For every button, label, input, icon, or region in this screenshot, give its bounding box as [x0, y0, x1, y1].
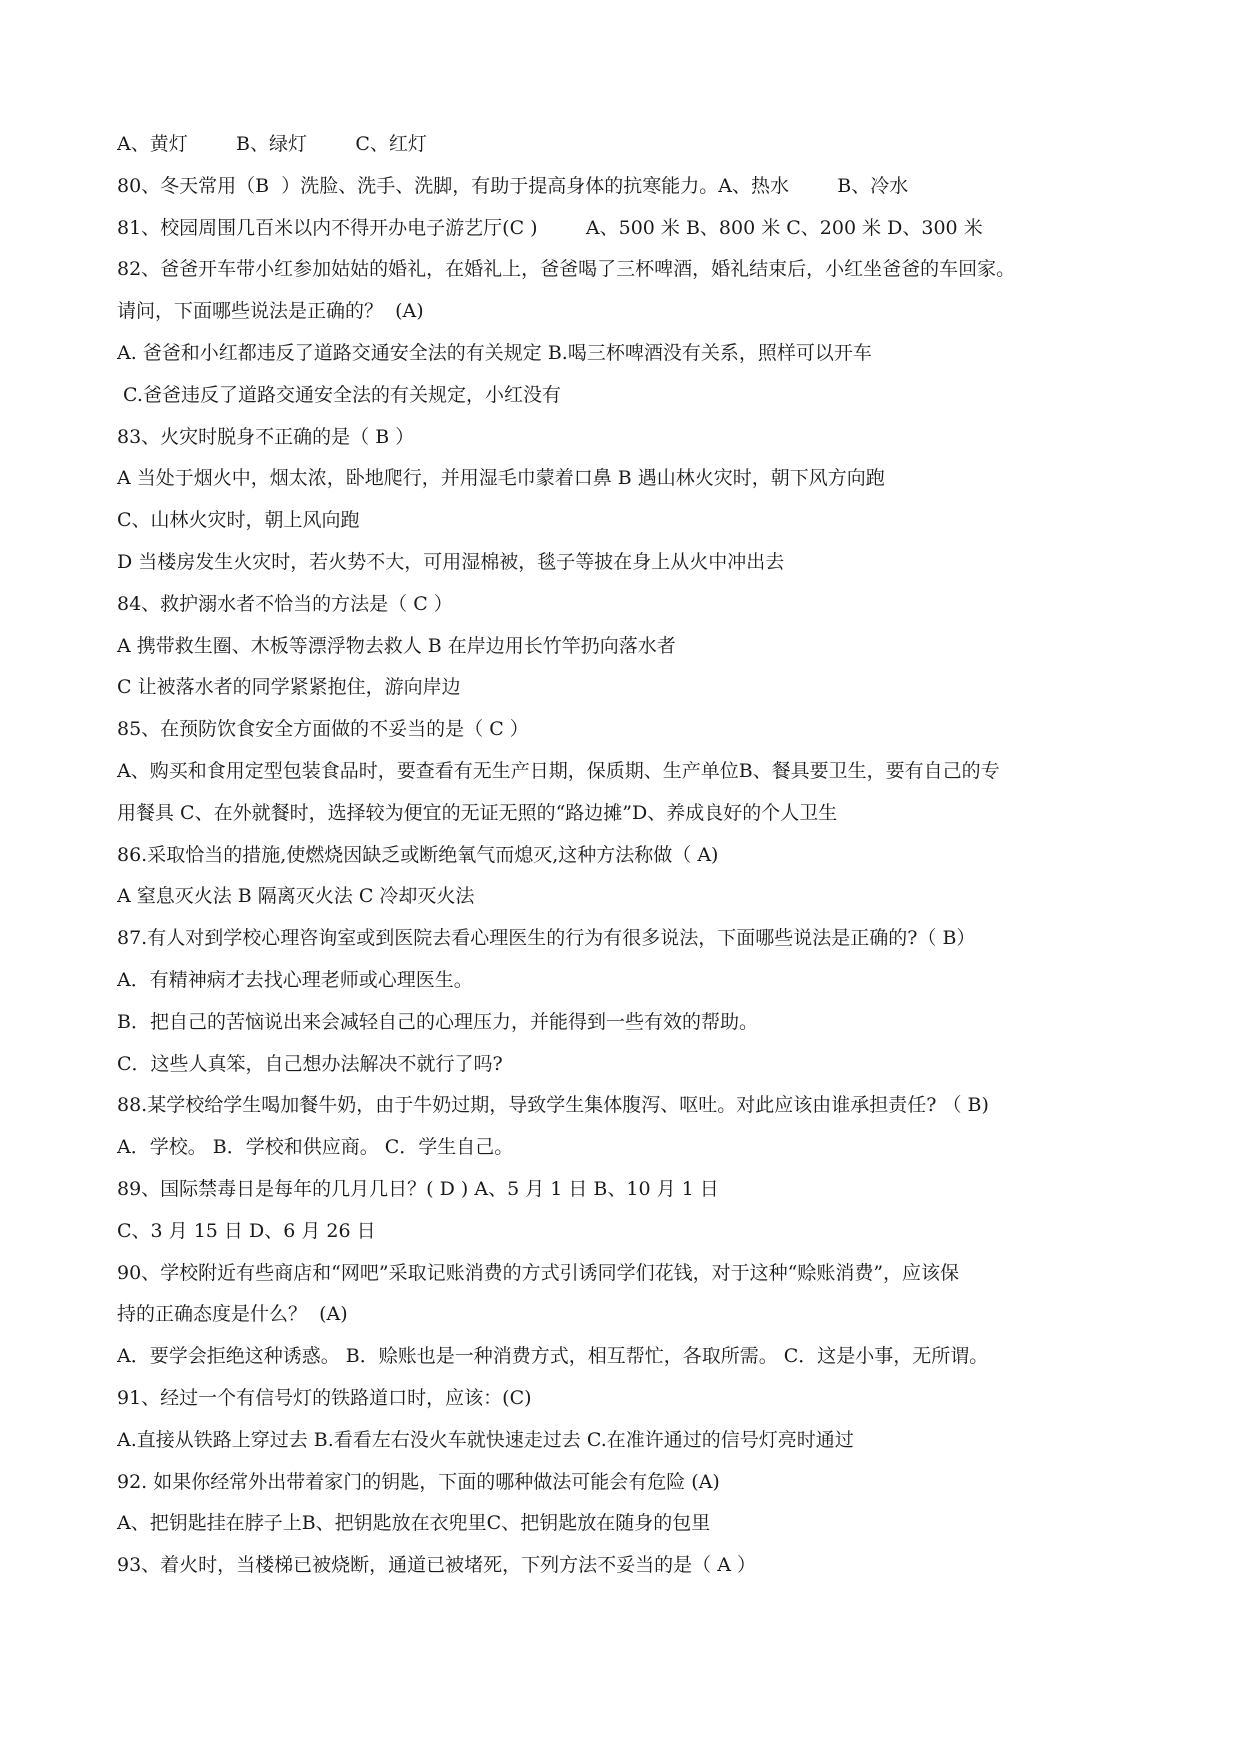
option-line — [117, 751, 1197, 793]
question-line — [117, 1085, 1197, 1127]
line-text: 91、经过一个有信号灯的铁路道口时，应该：(C) — [117, 1386, 532, 1409]
line-text: 86.采取恰当的措施,使燃烧因缺乏或断绝氧气而熄灭,这种方法称做（ A) — [117, 843, 719, 866]
option-line — [117, 626, 1197, 668]
line-text: 87.有人对到学校心理咨询室或到医院去看心理医生的行为有很多说法，下面哪些说法是正确的?（ B） — [117, 927, 976, 950]
option-line — [117, 1127, 1197, 1169]
question-line — [117, 1253, 1197, 1295]
option-line — [117, 793, 1197, 835]
line-text: A 当处于烟火中，烟太浓，卧地爬行，并用湿毛巾蒙着口鼻 B 遇山林火灾时，朝下风方向跑 — [117, 467, 885, 490]
question-line — [117, 166, 1197, 208]
line-text: 92. 如果你经常外出带着家门的钥匙，下面的哪种做法可能会有危险 (A) — [117, 1470, 720, 1493]
line-text: 80、冬天常用（B ）洗脸、洗手、洗脚，有助于提高身体的抗寒能力。A、热水 B、冷水 — [117, 174, 909, 197]
line-text: A．有精神病才去找心理老师或心理医生。 — [117, 968, 473, 991]
option-line — [117, 876, 1197, 918]
text-line — [117, 291, 1197, 333]
line-text: 90、学校附近有些商店和“网吧”采取记账消费的方式引诱同学们花钱，对于这种“赊账消费”，应该保 — [117, 1261, 960, 1284]
option-line — [117, 1336, 1197, 1378]
question-line — [117, 918, 1197, 960]
line-text: A. 爸爸和小红都违反了道路交通安全法的有关规定 B.喝三杯啤酒没有关系，照样可以开车 — [117, 341, 872, 364]
option-line — [117, 1211, 1197, 1253]
option-line — [117, 1503, 1197, 1545]
line-text: 81、校园周围几百米以内不得开办电子游艺厅(C ) A、500 米 B、800 米 C、200 米 D、300 米 — [117, 216, 983, 239]
line-text: A、购买和食用定型包装食品时，要查看有无生产日期，保质期、生产单位B、餐具要卫生，要有自己的专 — [117, 759, 1000, 782]
line-text: A．学校。 B．学校和供应商。 C．学生自己。 — [117, 1136, 514, 1159]
line-text: 用餐具 C、在外就餐时，选择较为便宜的无证无照的“路边摊”D、养成良好的个人卫生 — [117, 801, 838, 824]
text-line — [117, 1294, 1197, 1336]
line-text: A、黄灯 B、绿灯 C、红灯 — [117, 133, 427, 155]
option-line — [117, 458, 1197, 500]
option-line — [117, 1002, 1197, 1044]
option-line — [117, 1420, 1197, 1462]
question-line — [117, 584, 1197, 626]
line-text: C.爸爸违反了道路交通安全法的有关规定，小红没有 — [117, 383, 561, 406]
line-text: A、把钥匙挂在脖子上B、把钥匙放在衣兜里C、把钥匙放在随身的包里 — [117, 1512, 711, 1535]
option-line — [117, 1044, 1197, 1086]
line-text: B．把自己的苦恼说出来会减轻自己的心理压力，并能得到一些有效的帮助。 — [117, 1010, 758, 1033]
option-line — [117, 500, 1197, 542]
line-text: 84、救护溺水者不恰当的方法是（ C ） — [117, 592, 453, 615]
line-text: 88.某学校给学生喝加餐牛奶，由于牛奶过期，导致学生集体腹泻、呕吐。对此应该由谁承担责任? （ B) — [117, 1094, 989, 1117]
line-text: 85、在预防饮食安全方面做的不妥当的是（ C ） — [117, 718, 529, 741]
question-line — [117, 417, 1197, 459]
line-text: A．要学会拒绝这种诱惑。 B．赊账也是一种消费方式，相互帮忙，各取所需。 C．这是小事，无所谓。 — [117, 1345, 989, 1368]
text-line — [117, 124, 1197, 166]
option-line — [117, 375, 1197, 417]
question-line — [117, 709, 1197, 751]
line-text: 持的正确态度是什么？ (A) — [117, 1303, 348, 1326]
option-line — [117, 333, 1197, 375]
option-line — [117, 667, 1197, 709]
document-body — [117, 124, 1197, 1587]
line-text: A 携带救生圈、木板等漂浮物去救人 B 在岸边用长竹竿扔向落水者 — [117, 634, 676, 657]
question-line — [117, 208, 1197, 250]
question-line — [117, 1462, 1197, 1504]
question-line — [117, 1545, 1197, 1587]
question-line — [117, 1169, 1197, 1211]
line-text: 89、国际禁毒日是每年的几月几日？( D ) A、5 月 1 日 B、10 月 1 日 — [117, 1177, 719, 1200]
line-text: C 让被落水者的同学紧紧抱住，游向岸边 — [117, 676, 461, 699]
question-line — [117, 835, 1197, 877]
line-text: C、3 月 15 日 D、6 月 26 日 — [117, 1219, 376, 1242]
line-text: D 当楼房发生火灾时，若火势不大，可用湿棉被，毯子等披在身上从火中冲出去 — [117, 550, 785, 573]
line-text: A 窒息灭火法 B 隔离灭火法 C 冷却灭火法 — [117, 885, 475, 908]
line-text: 83、火灾时脱身不正确的是（ B ） — [117, 425, 415, 448]
line-text: C．这些人真笨，自己想办法解决不就行了吗? — [117, 1052, 503, 1075]
line-text: 82、爸爸开车带小红参加姑姑的婚礼，在婚礼上，爸爸喝了三杯啤酒，婚礼结束后，小红坐爸爸的车回家。 — [117, 258, 1016, 281]
question-line — [117, 1378, 1197, 1420]
option-line — [117, 542, 1197, 584]
question-line — [117, 249, 1197, 291]
line-text: 请问，下面哪些说法是正确的？ (A) — [117, 300, 424, 323]
option-line — [117, 960, 1197, 1002]
line-text: 93、着火时，当楼梯已被烧断，通道已被堵死，下列方法不妥当的是（ A ） — [117, 1554, 756, 1577]
line-text: C、山林火灾时，朝上风向跑 — [117, 509, 360, 532]
line-text: A.直接从铁路上穿过去 B.看看左右没火车就快速走过去 C.在准许通过的信号灯亮时通过 — [117, 1428, 854, 1451]
